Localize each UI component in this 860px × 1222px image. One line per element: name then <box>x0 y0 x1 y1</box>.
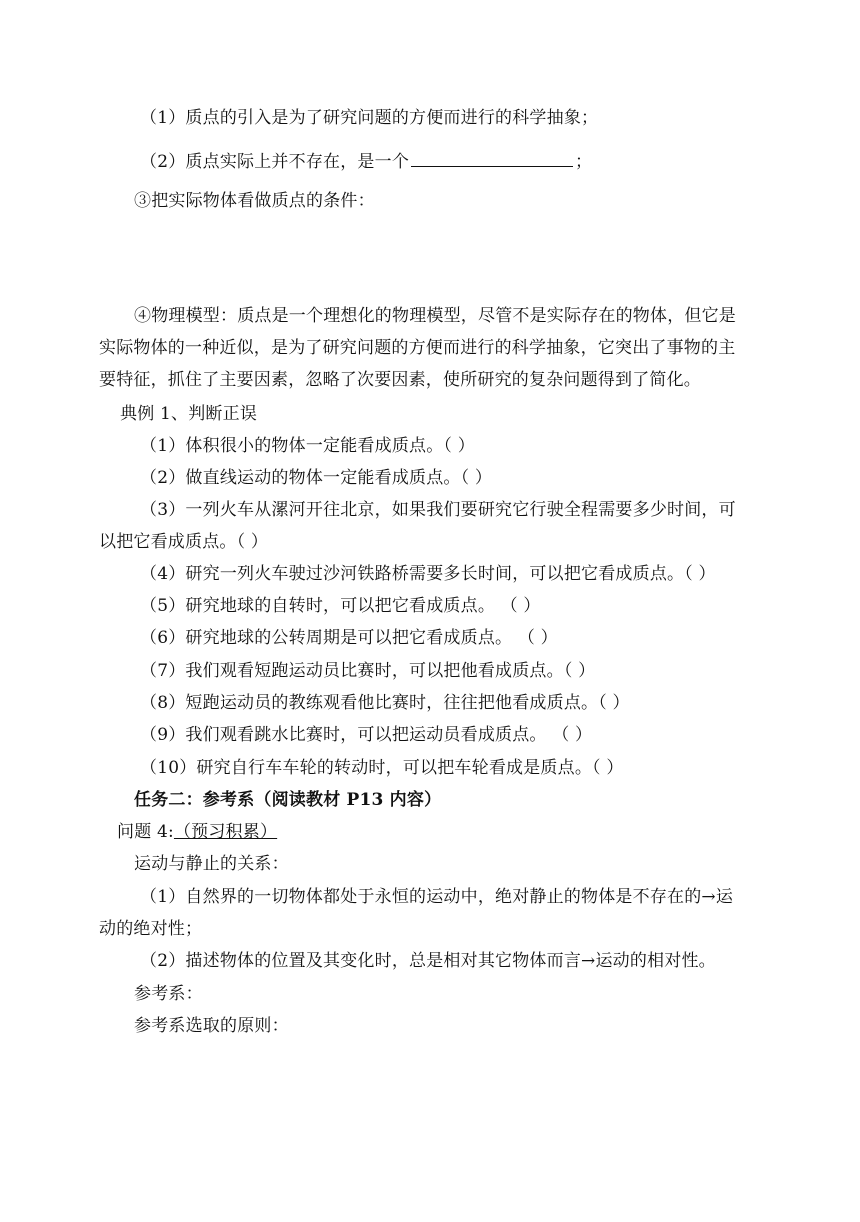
example-item-8: （8）短跑运动员的教练观看他比赛时，往往把他看成质点。（ ） <box>140 693 630 713</box>
model-paragraph-line-3: 要特征，抓住了主要因素，忽略了次要因素，使所研究的复杂问题得到了简化。 <box>99 370 701 390</box>
point-statement-2 <box>140 150 592 172</box>
relation-item-1-cont: 动的绝对性； <box>99 919 203 939</box>
example-item-9: （9）我们观看跳水比赛时，可以把运动员看成质点。 （ ） <box>140 725 593 745</box>
question-4-label: 问题 4: <box>117 822 174 842</box>
point-condition-heading: ③把实际物体看做质点的条件： <box>134 191 375 211</box>
reference-frame-label: 参考系： <box>134 984 203 1004</box>
model-paragraph-line-2: 实际物体的一种近似，是为了研究问题的方便而进行的科学抽象，它突出了事物的主 <box>99 338 736 358</box>
example-item-10: （10）研究自行车车轮的转动时，可以把车轮看成是质点。（ ） <box>140 758 624 778</box>
point-statement-1: （1）质点的引入是为了研究问题的方便而进行的科学抽象； <box>140 108 599 128</box>
question-4-note: （预习积累） <box>173 822 278 842</box>
example-item-4: （4）研究一列火车驶过沙河铁路桥需要多长时间，可以把它看成质点。（ ） <box>140 564 716 584</box>
point-statement-2-suffix: ； <box>575 152 593 172</box>
example-item-1: （1）体积很小的物体一定能看成质点。（ ） <box>140 436 475 456</box>
example-item-5: （5）研究地球的自转时，可以把它看成质点。 （ ） <box>140 596 541 616</box>
relation-item-1: （1）自然界的一切物体都处于永恒的运动中，绝对静止的物体是不存在的→运 <box>140 887 734 907</box>
model-paragraph-line-1: ④物理模型：质点是一个理想化的物理模型，尽管不是实际存在的物体，但它是 <box>134 306 736 326</box>
answer-blank[interactable] <box>411 150 573 167</box>
example-item-7: （7）我们观看短跑运动员比赛时，可以把他看成质点。（ ） <box>140 661 596 681</box>
example-item-3: （3）一列火车从漯河开往北京，如果我们要研究它行驶全程需要多少时间，可 <box>140 500 736 520</box>
point-statement-2-prefix: （2）质点实际上并不存在，是一个 <box>140 152 410 172</box>
task2-heading: 任务二：参考系（阅读教材 P13 内容） <box>134 790 442 810</box>
relation-item-2: （2）描述物体的位置及其变化时，总是相对其它物体而言→运动的相对性。 <box>140 951 716 971</box>
motion-rest-relation: 运动与静止的关系： <box>134 854 289 874</box>
reference-principle-label: 参考系选取的原则： <box>134 1016 289 1036</box>
example-item-2: （2）做直线运动的物体一定能看成质点。（ ） <box>140 468 493 488</box>
example-item-3-cont: 以把它看成质点。（ ） <box>99 532 269 552</box>
example-title: 典例 1、判断正误 <box>120 404 258 424</box>
question-4 <box>117 822 277 842</box>
example-item-6: （6）研究地球的公转周期是可以把它看成质点。 （ ） <box>140 628 558 648</box>
